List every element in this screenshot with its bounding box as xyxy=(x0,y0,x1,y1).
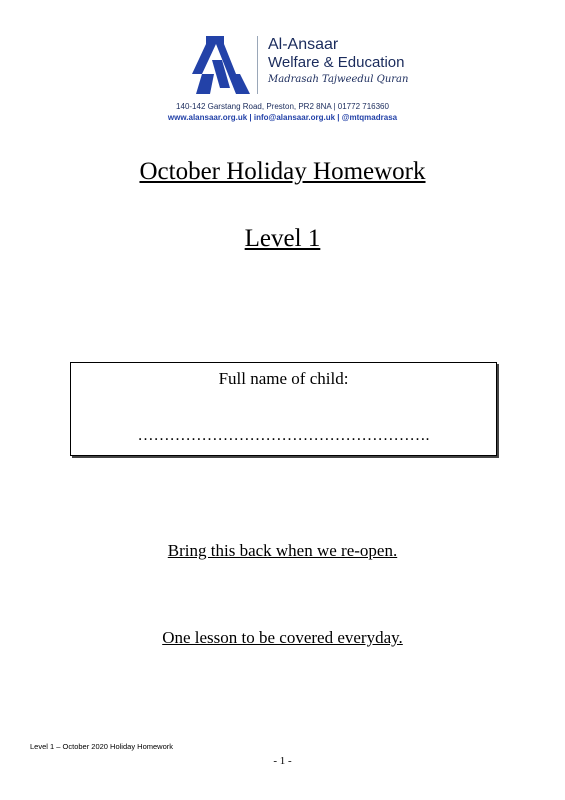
org-name-line2: Welfare & Education xyxy=(268,54,405,71)
page-number: - 1 - xyxy=(273,755,292,767)
letterhead xyxy=(0,30,565,130)
one-lesson-note: One lesson to be covered everyday. xyxy=(162,628,403,647)
org-name-line1: Al-Ansaar xyxy=(268,36,339,53)
address-line: 140-142 Garstang Road, Preston, PR2 8NA | 01772 716360 xyxy=(176,102,389,111)
org-subtitle: Madrasah Tajweedul Quran xyxy=(268,74,409,85)
al-ansaar-logo-icon xyxy=(192,36,250,94)
child-name-label: Full name of child: xyxy=(218,369,349,388)
logo-divider xyxy=(257,36,258,94)
page-title: October Holiday Homework xyxy=(139,158,426,185)
contact-line: www.alansaar.org.uk | info@alansaar.org.uk | @mtqmadrasa xyxy=(167,113,398,122)
child-name-box xyxy=(70,362,497,456)
child-name-field[interactable]: ………………………………………………. xyxy=(137,427,430,444)
level-heading: Level 1 xyxy=(244,225,321,252)
footer-text: Level 1 – October 2020 Holiday Homework xyxy=(30,742,173,751)
bring-back-note: Bring this back when we re-open. xyxy=(167,541,398,560)
